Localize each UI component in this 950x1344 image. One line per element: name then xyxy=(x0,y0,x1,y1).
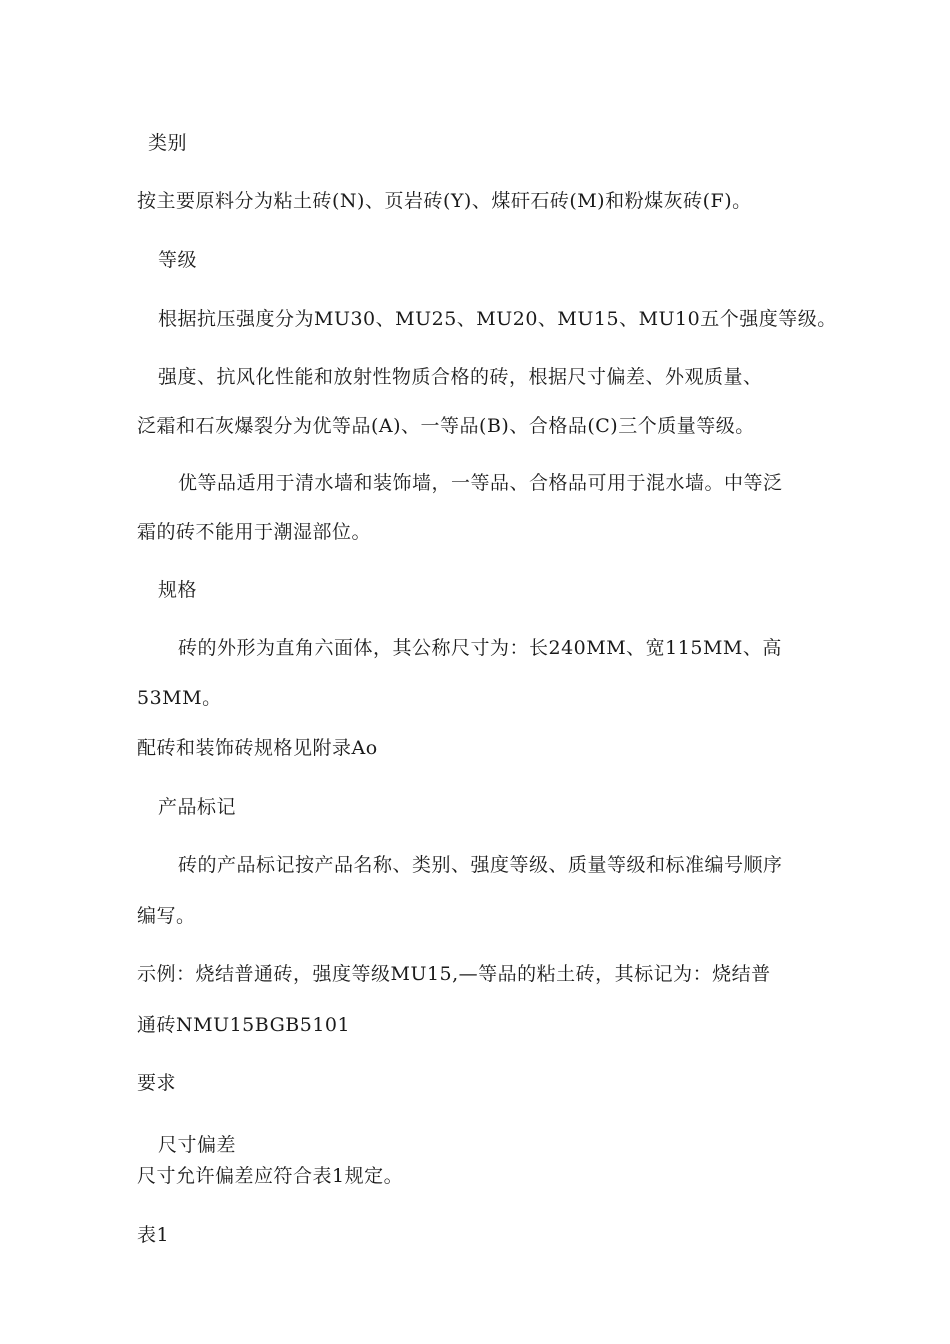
paragraph-strength-grade: 根据抗压强度分为MU30、MU25、MU20、MU15、MU10五个强度等级。 xyxy=(158,308,837,330)
paragraph-size-deviation: 尺寸允许偏差应符合表1规定。 xyxy=(137,1165,404,1187)
paragraph-appendix-ref: 配砖和装饰砖规格见附录Ao xyxy=(137,737,378,759)
paragraph-size-line1: 砖的外形为直角六面体，其公称尺寸为：长240MM、宽115MM、高 xyxy=(178,637,782,659)
paragraph-marking-line2: 编写。 xyxy=(137,905,196,927)
paragraph-quality-grade-line1: 强度、抗风化性能和放射性物质合格的砖，根据尺寸偏差、外观质量、 xyxy=(158,366,763,388)
paragraph-example-line1: 示例：烧结普通砖，强度等级MU15,—等品的粘土砖，其标记为：烧结普 xyxy=(137,963,771,985)
heading-grade: 等级 xyxy=(158,249,198,271)
heading-product-marking: 产品标记 xyxy=(158,796,237,818)
table-caption: 表1 xyxy=(137,1224,170,1246)
heading-category: 类别 xyxy=(148,132,188,154)
heading-size-deviation: 尺寸偏差 xyxy=(158,1134,237,1156)
paragraph-category-text: 按主要原料分为粘土砖(N)、页岩砖(Y)、煤矸石砖(M)和粉煤灰砖(F)。 xyxy=(137,190,752,212)
heading-requirements: 要求 xyxy=(137,1072,177,1094)
paragraph-usage-line2: 霜的砖不能用于潮湿部位。 xyxy=(137,521,372,543)
paragraph-marking-line1: 砖的产品标记按产品名称、类别、强度等级、质量等级和标准编号顺序 xyxy=(178,854,783,876)
paragraph-size-line2: 53MM。 xyxy=(137,687,222,709)
paragraph-example-line2: 通砖NMU15BGB5101 xyxy=(137,1014,351,1036)
paragraph-quality-grade-line2: 泛霜和石灰爆裂分为优等品(A)、一等品(B)、合格品(C)三个质量等级。 xyxy=(137,415,755,437)
paragraph-usage-line1: 优等品适用于清水墙和装饰墙，一等品、合格品可用于混水墙。中等泛 xyxy=(178,472,783,494)
heading-specification: 规格 xyxy=(158,579,198,601)
